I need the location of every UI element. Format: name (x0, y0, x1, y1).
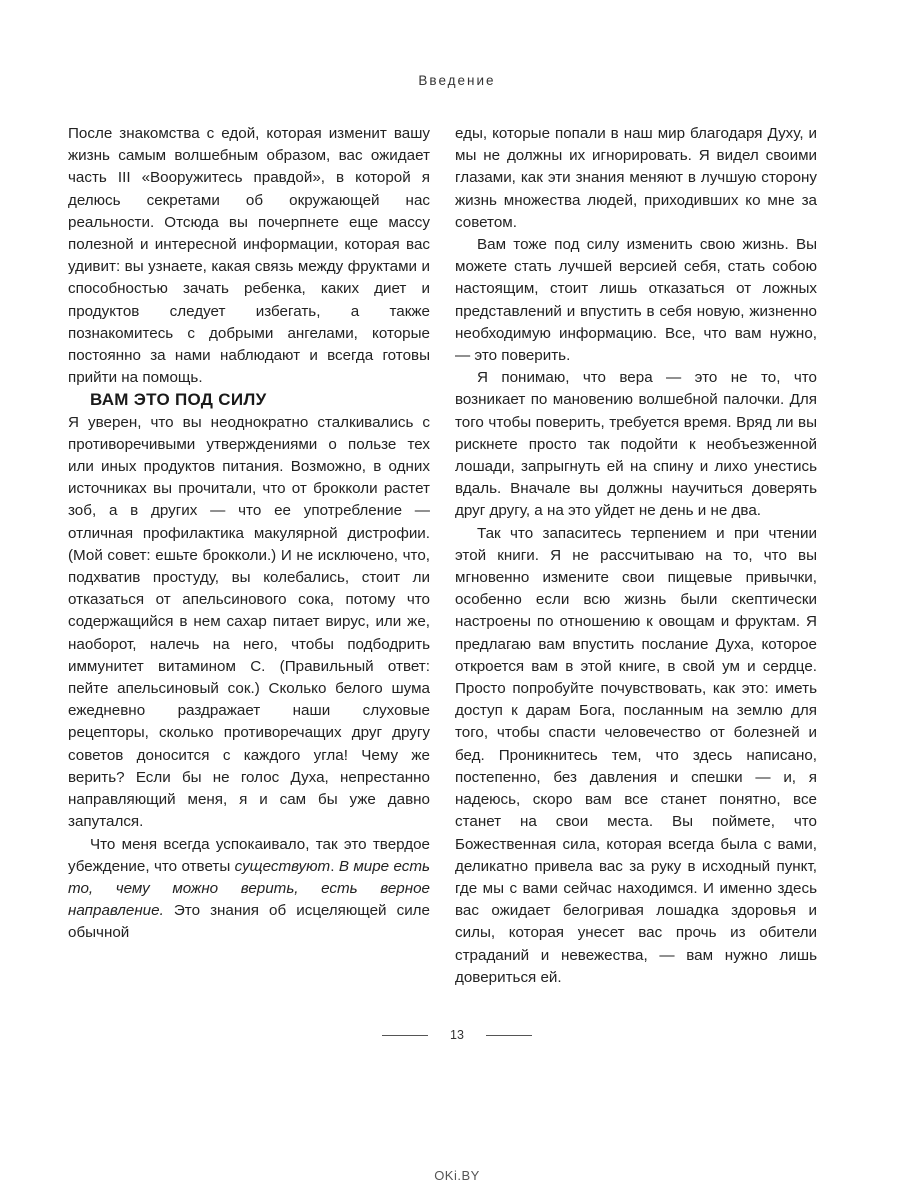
text-run: Что меня всегда успокаивало, так это твердое убеждение, что ответы (68, 835, 430, 875)
paragraph: Вам тоже под силу изменить свою жизнь. Вы можете стать лучшей версией себя, стать собою настоящим, стоит лишь отказаться от ложных представлений и впустить в себя новую, жизненно необходимую информацию. Все, что вам нужно, — это поверить. (455, 236, 817, 365)
paragraph: еды, которые попали в наш мир благодаря Духу, и мы не должны их игнорировать. Я видел своими глазами, как эти знания меняют в лучшую сторону жизнь множества людей, приходивших ко мне за советом. (455, 125, 817, 231)
text-run: . (330, 857, 339, 875)
section-heading: ВАМ ЭТО ПОД СИЛУ (90, 390, 267, 410)
emphasis-text: существуют (234, 857, 331, 875)
paragraph (68, 834, 430, 945)
paragraph: После знакомства с едой, которая изменит вашу жизнь самым волшебным образом, вас ожидает часть III «Вооружитесь правдой», в которой я делюсь секретами об окружающей нас реальности. Отсюда вы почерпнете еще массу полезной и интересной информации, которая вас удивит: вы узнаете, какая связь между фруктами и способностью зачать ребенка, каких диет и продуктов следует избегать, а также познакомитесь с добрыми ангелами, которые постоянно за нами наблюдают и всегда готовы прийти на помощь. (68, 125, 430, 387)
left-column (68, 123, 430, 945)
watermark: OKi.BY (434, 1168, 480, 1183)
page-number: 13 (450, 1028, 464, 1042)
right-column (455, 123, 817, 989)
paragraph: Я понимаю, что вера — это не то, что возникает по мановению волшебной палочки. Для того чтобы поверить, требуется время. Вряд ли вы рискнете просто так подойти к необъезженной лошади, запрыгнуть ей на спину и лихо унестись вдаль. Вначале вы должны научиться доверять друг другу, а на это уйдет не день и не два. (455, 369, 817, 520)
page-footer (0, 1028, 914, 1042)
running-head: Введение (418, 73, 496, 88)
paragraph: Так что запаситесь терпением и при чтении этой книги. Я не рассчитываю на то, что вы мгновенно измените свои пищевые привычки, особенно если всю жизнь были скептически настроены по отношению к овощам и фруктам. Я предлагаю вам впустить послание Духа, которое откроется вам в этой книге, в свой ум и сердце. Просто попробуйте почувствовать, как это: иметь доступ к дарам Бога, посланным на землю для того, чтобы спасти человечество от болезней и бед. Проникнитесь тем, что здесь написано, постепенно, без давления и спешки — и, я надеюсь, скоро вам все станет понятно, все станет на свои места. Вы поймете, что Божественная сила, которая всегда была с вами, деликатно привела вас за руку в исходный пункт, где мы с вами сейчас находимся. И именно здесь вас ожидает белогривая лошадка здоровья и силы, которая унесет вас прочь из обители страданий и невежества, — вам нужно лишь довериться ей. (455, 524, 817, 986)
footer-rule-left (382, 1035, 428, 1036)
paragraph: Я уверен, что вы неоднократно сталкивались с противоречивыми утверждениями о пользе тех или иных продуктов питания. Возможно, в одних источниках вы прочитали, что от брокколи растет зоб, а в других — что ее употребление — отличная профилактика макулярной дистрофии. (Мой совет: ешьте брокколи.) И не исключено, что, подхватив простуду, вы колебались, стоит ли отказаться от апельсинового сока, потому что содержащийся в нем сахар питает вирус, или же, наоборот, налечь на него, чтобы подбодрить иммунитет витамином С. (Правильный ответ: пейте апельсиновый сок.) Сколько белого шума ежедневно раздражает наши слуховые рецепторы, сколько противоречащих друг другу советов доносится с каждого угла! Чему же верить? Если бы не голос Духа, непрестанно направляющий меня, я и сам бы уже давно запутался. (68, 413, 430, 831)
text-run: Это знания об исцеляющей силе обычной (68, 902, 430, 942)
emphasis-text: В мире есть то, чему можно верить, есть верное направление. (68, 857, 430, 920)
footer-rule-right (486, 1035, 532, 1036)
